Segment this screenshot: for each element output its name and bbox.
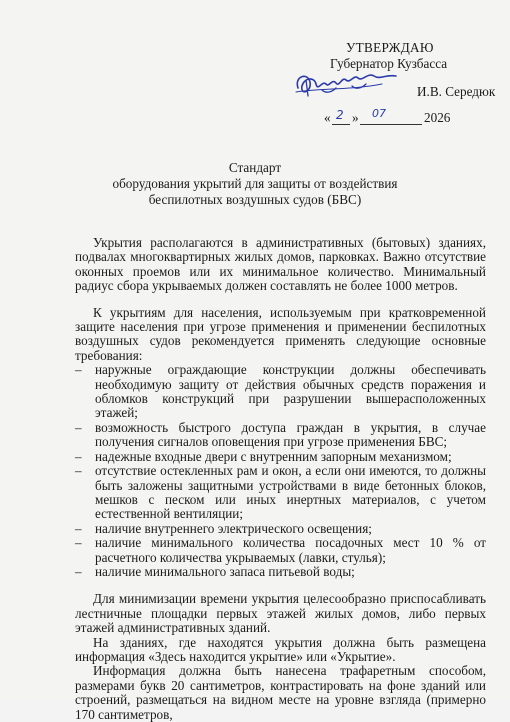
list-item: – наличие минимального запаса питьевой воды; — [75, 563, 355, 579]
signature-image — [292, 66, 402, 106]
list-item: – наличие внутреннего электрического освещения; — [75, 520, 372, 536]
date-year: 2026 — [424, 110, 451, 125]
date-day: 2 — [336, 108, 344, 122]
date-day-underline — [332, 124, 350, 125]
document-title — [0, 160, 510, 208]
list-dash: – — [75, 535, 82, 551]
list-item: – наружные ограждающие конструкции должны обеспечивать необходимую защиту от действия обычных средств поражения и обломков конструкций при разрушении вышерасположенных этажей; — [75, 362, 486, 421]
list-item: – надежные входные двери с внутренним запорным механизмом; — [75, 448, 452, 464]
date-open-quote: « — [324, 110, 331, 125]
list-dash: – — [75, 520, 82, 536]
paragraph-location: Укрытия располагаются в административных (бытовых) зданиях, подвалах многоквартирных жилых домов, парковках. Важно отсутствие оконных проемов или их минимальное количество. Минимальный радиус сбора укрываемых должен составлять не более 1000 метров. — [75, 235, 486, 294]
list-dash: – — [75, 463, 82, 479]
paragraph-stairwells: Для минимизации времени укрытия целесообразно приспосабливать лестничные площадки первых этажей жилых домов, либо первых этажей административных зданий. — [75, 591, 486, 636]
title-line-1: Стандарт — [228, 160, 282, 175]
list-item: – отсутствие остекленных рам и окон, а если они имеются, то должны быть заложены защитными устройствами в виде бетонных блоков, мешков с песком или иных инертных материалов, с учетом естественной вентиляции; — [75, 463, 486, 522]
title-line-3: беспилотных воздушных судов (БВС) — [148, 192, 362, 207]
signature-row — [300, 72, 500, 110]
list-dash: – — [75, 419, 82, 435]
date-month-underline — [360, 124, 422, 125]
list-dash: – — [75, 563, 82, 579]
list-dash: – — [75, 362, 82, 378]
date-close-quote: » — [352, 110, 359, 125]
list-dash: – — [75, 448, 82, 464]
requirements-list — [75, 363, 486, 579]
document-body — [75, 236, 486, 722]
approval-heading: УТВЕРЖДАЮ — [346, 40, 434, 55]
list-item: – возможность быстрого доступа граждан в укрытия, в случае получения сигналов оповещения при угрозе применения БВС; — [75, 419, 486, 450]
approval-position: Губернатор Кузбасса — [330, 56, 448, 71]
approval-date — [300, 107, 500, 126]
date-month: 07 — [372, 107, 386, 120]
list-item: – наличие минимального количества посадочных мест 10 % от расчетного количества укрываемых (лавки, стулья); — [75, 535, 486, 565]
paragraph-signage: На зданиях, где находятся укрытия должна быть размещена информация «Здесь находится укрытие» или «Укрытие». — [75, 634, 486, 664]
title-line-2: оборудования укрытий для защиты от воздействия — [112, 176, 398, 191]
paragraph-requirements-intro: К укрытиям для населения, используемым при кратковременной защите населения при угрозе применения и применении беспилотных воздушных судов рекомендуется применять следующие основные требования: — [75, 304, 486, 363]
approval-block — [300, 40, 500, 126]
signatory-name: И.В. Середюк — [417, 84, 496, 99]
paragraph-stencil: Информация должна быть нанесена трафаретным способом, размерами букв 20 сантиметров, контрастировать на фоне зданий или строений, размещаться на видном месте на уровне взгляда (примерно 170 сантиметров, — [75, 663, 486, 722]
